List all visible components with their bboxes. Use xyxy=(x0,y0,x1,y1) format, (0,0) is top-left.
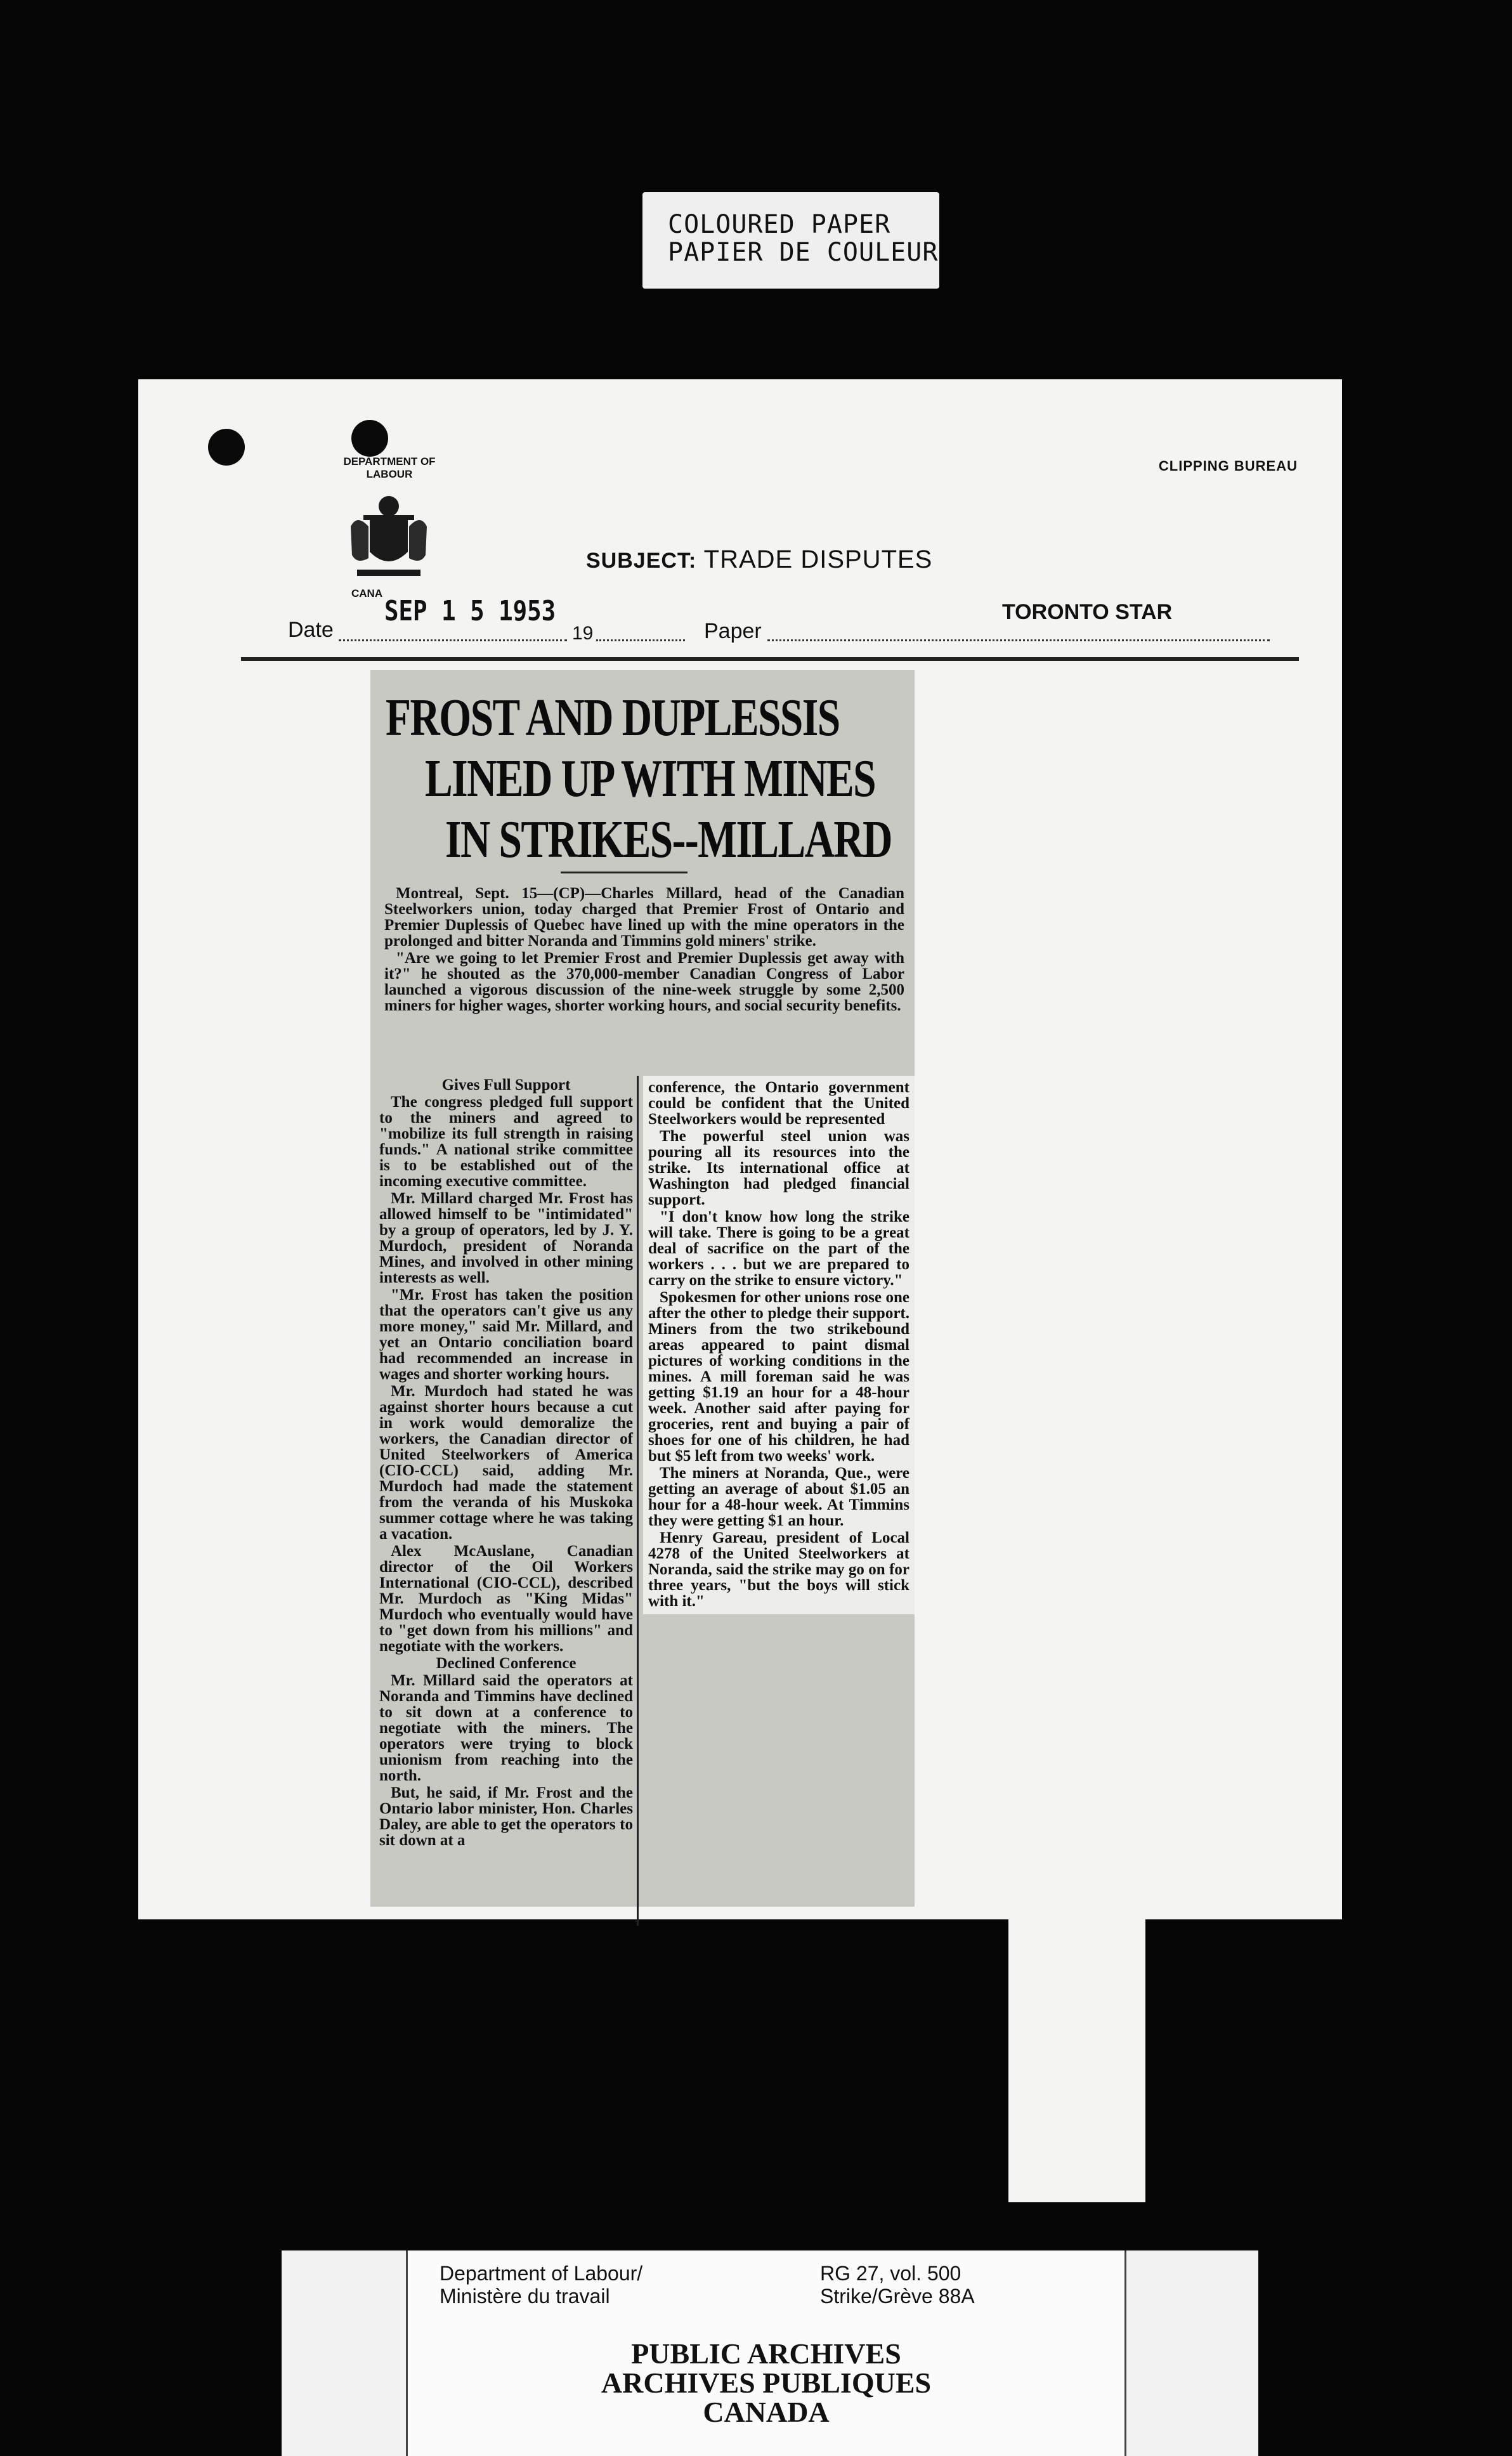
archives-line-1: PUBLIC ARCHIVES xyxy=(631,2337,901,2370)
article-left-column xyxy=(379,1076,633,1850)
paper-dotted-line xyxy=(767,639,1270,641)
right-paragraph-1: conference, the Ontario government could be confident that the United Steelworkers would be represented xyxy=(648,1079,909,1128)
archives-line-3: CANADA xyxy=(703,2396,830,2428)
headline-line-3: IN STRIKES--MILLARD xyxy=(445,810,892,869)
article-lead xyxy=(384,885,904,1015)
clipping-sheet xyxy=(138,379,1342,1919)
lead-paragraph-2: "Are we going to let Premier Frost and Premier Duplessis get away with it?" he shouted as the 370,000-member Canadian Congress of Labor launched a vigorous discussion of the nine-week struggle by some 2,500 miners for higher wages, shorter working hours, and social security benefits. xyxy=(384,950,904,1014)
subhead-gives-full-support: Gives Full Support xyxy=(441,1076,571,1094)
department-label xyxy=(326,455,453,481)
left-paragraph-3: "Mr. Frost has taken the position that the operators can't give us any more money," said Mr. Millard, and yet an Ontario conciliation board had recommended an increase in wages and shorter working hours. xyxy=(379,1286,633,1383)
canada-label: CANA xyxy=(351,587,383,599)
dept-en: Department of Labour/ xyxy=(440,2262,643,2285)
left-paragraph-4: Mr. Murdoch had stated he was against shorter hours because a cut in work would demoralize the workers, the Canadian director of United Steelworkers of America (CIO-CCL) said, adding Mr. Murdoch had made the statement from the veranda of his Muskoka summer cottage where he was taking a vacation. xyxy=(379,1383,633,1543)
clipping-blank-area xyxy=(1008,1384,1145,2202)
clipping-bureau-label: CLIPPING BUREAU xyxy=(1158,458,1298,474)
right-paragraph-5: The miners at Noranda, Que., were getting an average of about $1.05 an hour for a 48-hour week. At Timmins they were getting $1 an hour. xyxy=(648,1465,909,1529)
date-label: Date xyxy=(288,618,334,642)
archives-line-2: ARCHIVES PUBLIQUES xyxy=(601,2367,932,2399)
left-paragraph-2: Mr. Millard charged Mr. Frost has allowed himself to be "intimidated" by a group of operators, led by J. Y. Murdoch, president of Noranda Mines, and involved in other mining interests as well. xyxy=(379,1190,633,1286)
article-right-column xyxy=(643,1076,915,1614)
column-divider xyxy=(637,1076,639,1926)
dept-line-2: LABOUR xyxy=(366,468,413,480)
punch-hole xyxy=(208,429,245,466)
year-dotted-line xyxy=(596,639,685,641)
lead-paragraph-1: Montreal, Sept. 15—(CP)—Charles Millard, head of the Canadian Steelworkers union, today charged that Premier Frost of Ontario and Premier Duplessis of Quebec have lined up with the mine operators in the prolonged and bitter Noranda and Timmins gold miners' strike. xyxy=(384,885,904,950)
tag-line-2: PAPIER DE COULEUR xyxy=(668,238,939,267)
left-paragraph-5: Alex McAuslane, Canadian director of the Oil Workers International (CIO-CCL), described Mr. Murdoch as "King Midas" Murdoch who eventually would have to "get down from his millions" and negotiate with the workers. xyxy=(379,1543,633,1655)
coloured-paper-tag xyxy=(642,192,939,289)
coat-of-arms-icon xyxy=(344,488,433,584)
tag-line-1: COLOURED PAPER xyxy=(668,210,891,239)
article-headline xyxy=(379,688,912,870)
date-stamp: SEP 1 5 1953 xyxy=(384,595,556,627)
headline-line-1: FROST AND DUPLESSIS xyxy=(386,688,840,747)
strike-number: Strike/Grève 88A xyxy=(820,2285,975,2308)
newspaper-clipping xyxy=(370,670,915,1907)
header-rule xyxy=(241,657,1299,661)
record-group: RG 27, vol. 500 xyxy=(820,2262,961,2285)
date-dotted-line xyxy=(339,639,567,641)
right-paragraph-3: "I don't know how long the strike will take. There is going to be a great deal of sacrifice on the part of the workers . . . but we are prepared to carry on the strike to ensure victory." xyxy=(648,1208,909,1289)
punch-hole xyxy=(351,420,388,457)
dept-line-1: DEPARTMENT OF xyxy=(343,455,436,467)
headline-rule xyxy=(561,872,688,873)
right-paragraph-2: The powerful steel union was pouring all its resources into the strike. Its international office at Washington had pledged financial support. xyxy=(648,1128,909,1208)
right-paragraph-4: Spokesmen for other unions rose one after the other to pledge their support. Miners from the two strikebound areas appeared to paint dismal pictures of working conditions in the mines. A mill foreman said he was getting $1.19 an hour for a 48-hour week. Another said after paying for groceries, rent and buying a pair of shoes for one of his children, he had but $5 left from two weeks' work. xyxy=(648,1289,909,1465)
paper-label: Paper xyxy=(704,619,762,643)
left-paragraph-7: But, he said, if Mr. Frost and the Ontario labor minister, Hon. Charles Daley, are able to get the operators to sit down at a xyxy=(379,1784,633,1849)
dept-fr: Ministère du travail xyxy=(440,2285,610,2308)
paper-name: TORONTO STAR xyxy=(1002,600,1173,624)
left-paragraph-6: Mr. Millard said the operators at Noranda and Timmins have declined to sit down at a conference to negotiate with the miners. The operators were trying to block unionism from reaching into the north. xyxy=(379,1672,633,1784)
subject-value: TRADE DISPUTES xyxy=(703,545,933,573)
headline-line-2: LINED UP WITH MINES xyxy=(425,749,876,808)
subject-line xyxy=(586,545,932,574)
subhead-declined-conference: Declined Conference xyxy=(436,1655,577,1672)
year-prefix: 19 xyxy=(572,623,594,644)
archive-label xyxy=(282,2250,1258,2456)
right-paragraph-6: Henry Gareau, president of Local 4278 of the United Steelworkers at Noranda, said the strike may go on for three years, "but the boys will stick with it." xyxy=(648,1529,909,1610)
left-paragraph-1: The congress pledged full support to the miners and agreed to "mobilize its full strength in raising funds." A national strike committee is to be established out of the incoming executive committee. xyxy=(379,1094,633,1190)
archive-label-card xyxy=(406,2250,1126,2456)
subject-key: SUBJECT: xyxy=(586,549,697,573)
